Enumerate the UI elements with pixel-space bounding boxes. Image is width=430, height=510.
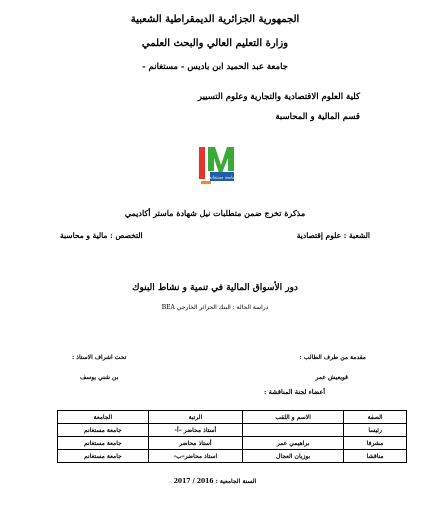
committee-label: أعضاء لجنة المناقشة : [263,388,325,396]
header-role: الصفة [344,411,407,424]
supervisor-label: تحت اشراف الاستاذ : [72,354,127,361]
cell-university: جامعة مستغانم [58,450,149,463]
cell-university: جامعة مستغانم [58,424,149,437]
table-header-row [58,411,407,424]
header-name: الاسم و اللقب [242,411,343,424]
cell-role: رئيسا [344,424,407,437]
faculty-title: كلية العلوم الاقتصادية والتجارية وعلوم التسيير [197,92,360,102]
thesis-subtitle: دراسة الحالة : البنك الجزائر الخارجي BEA [161,304,269,311]
student-label: مقدمة من طرف الطالب : [299,354,366,361]
ministry-title: وزارة التعليم العالي والبحث العلمي [141,38,289,49]
header-university: الجامعة [58,411,149,424]
cell-name: بوزيان العجال [242,450,343,463]
student-name: قويعيش عمر [315,374,348,381]
memo-branch: الشعبة : علوم إقتصادية [296,231,370,240]
university-logo-icon [195,143,241,187]
republic-title: الجمهورية الجزائرية الديمقراطية الشعبية [130,14,300,25]
cell-role: مشرفا [344,437,407,450]
committee-table [57,410,407,463]
memo-specialty: التخصص : مالية و محاسبة [60,231,143,240]
cell-university: جامعة مستغانم [58,437,149,450]
university-title: جامعة عبد الحميد ابن باديس - مستغانم - [142,62,288,72]
table-row [58,437,407,450]
department-title: قسم المالية و المحاسبة [275,112,360,122]
supervisor-name: بن شني يوسف [80,374,119,381]
cell-role: مناقشا [344,450,407,463]
table-row [58,424,407,437]
header-rank: الرتبة [148,411,242,424]
thesis-title: دور الأسواق المالية في تنمية و نشاط البنوك [132,283,298,293]
table-row [58,450,407,463]
academic-year: السنة الجامعية : 2016 / 2017 [173,478,257,485]
cell-rank: أستاذ محاضر –أ- [148,424,242,437]
cell-rank: أستاذ محاضر [148,437,242,450]
university-logo [195,143,241,187]
logo-caption: جامعة مستغانم [208,174,236,180]
memo-title: مذكرة تخرج ضمن متطلبات نيل شهادة ماستر أكاديمي [124,208,306,218]
cell-name: براهيمي عمر [242,437,343,450]
cell-name [242,424,343,437]
cell-rank: استاذ محاضر–ب- [148,450,242,463]
